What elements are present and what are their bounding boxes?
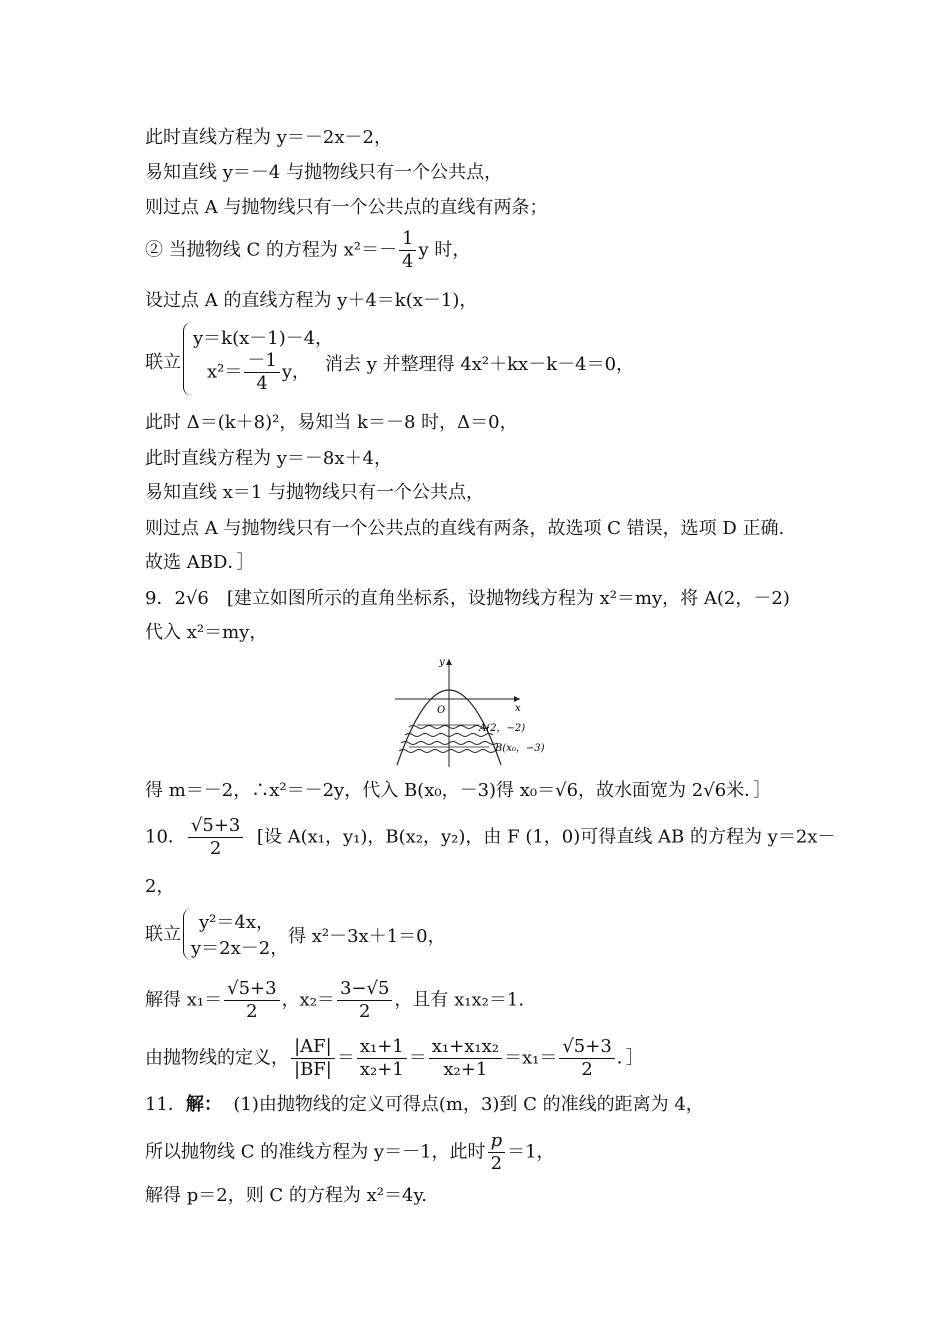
text-segment: (1)由抛物线的定义可得点(m，3)到 C 的准线的距离为 4，	[233, 1094, 704, 1115]
fraction-numerator: －1	[244, 350, 279, 373]
text-segment: ＝x₁＝	[503, 1047, 558, 1069]
text-line: 代入 x²＝my，	[145, 622, 268, 643]
text-segment: ② 当抛物线 C 的方程为 x²＝－	[145, 239, 398, 261]
fraction-denominator: 4	[256, 373, 268, 394]
text-segment: y，	[281, 361, 310, 383]
fraction-denominator: 2	[490, 1153, 503, 1174]
origin-label: O	[437, 705, 446, 716]
fraction	[399, 228, 416, 273]
system-row: y＝k(x－1)－4，	[193, 328, 334, 349]
parabola-figure	[395, 655, 565, 767]
fraction-denominator: 2	[581, 1059, 593, 1080]
text-line: 易知直线 y＝－4 与抛物线只有一个公共点，	[145, 162, 503, 183]
point-a-label: A(2，−2)	[479, 723, 526, 734]
fraction-numerator: |AF|	[291, 1036, 335, 1059]
fraction	[188, 815, 243, 860]
text-line	[145, 228, 470, 273]
fraction-numerator: 1	[399, 228, 416, 251]
y-axis-label: y	[439, 657, 445, 668]
text-segment: ＝1，	[507, 1141, 555, 1163]
fraction-numerator: 3−√5	[337, 978, 392, 1001]
fraction	[224, 978, 279, 1023]
text-line	[145, 978, 524, 1023]
text-line: 设过点 A 的直线方程为 y＋4＝k(x－1)，	[145, 290, 478, 311]
x-axis-label: x	[515, 703, 521, 714]
text-segment: 解得 x₁＝	[145, 989, 223, 1011]
text-line: 易知直线 x＝1 与抛物线只有一个公共点，	[145, 482, 485, 503]
text-segment: 所以抛物线 C 的准线方程为 y＝－1，此时	[145, 1141, 486, 1163]
text-line: 消去 y 并整理得 4x²＋kx－k－4＝0，	[325, 354, 635, 375]
text-line	[145, 815, 835, 860]
text-line: 此时直线方程为 y＝－8x＋4，	[145, 448, 392, 469]
equation-system	[183, 322, 334, 398]
text-segment: ，x₂＝	[281, 989, 335, 1011]
text-segment: ，且有 x₁x₂＝1.	[394, 989, 525, 1011]
fraction-numerator: x₁+x₁x₂	[429, 1036, 502, 1059]
text-line: 则过点 A 与抛物线只有一个公共点的直线有两条，故选项 C 错误，选项 D 正确.	[145, 518, 785, 539]
point-b-label: B(x₀，−3)	[495, 743, 545, 754]
text-segment: ．］	[616, 1047, 644, 1069]
text-line: 解得 p＝2，则 C 的方程为 x²＝4y.	[145, 1185, 427, 1206]
y-axis-arrow	[446, 659, 452, 665]
text-line: 得 m＝－2，∴x²＝－2y，代入 B(x₀，－3)得 x₀＝√6，故水面宽为 2√6米．］	[145, 780, 772, 801]
text-segment: 10．	[145, 826, 186, 848]
fraction	[244, 350, 279, 395]
fraction-numerator: √5+3	[559, 1036, 614, 1059]
fraction-denominator: 2	[246, 1001, 258, 1022]
system-row: y＝2x－2，	[191, 938, 289, 959]
text-line: 9．2√6 [建立如图所示的直角坐标系，设抛物线方程为 x²＝my，将 A(2，－2)	[145, 588, 790, 609]
brace	[183, 322, 192, 396]
fraction-numerator: p	[488, 1130, 506, 1153]
system-label: 联立	[145, 924, 181, 945]
text-line: 此时直线方程为 y＝－2x－2，	[145, 127, 392, 148]
fraction	[559, 1036, 614, 1081]
equals-sign: ＝	[408, 1047, 427, 1069]
fraction-denominator: |BF|	[294, 1059, 332, 1080]
fraction-denominator: 2	[209, 838, 222, 859]
fraction	[291, 1036, 335, 1081]
system-label: 联立	[145, 352, 181, 373]
fraction-denominator: x₂+1	[359, 1059, 404, 1080]
fraction-numerator: x₁+1	[357, 1036, 407, 1059]
fraction-numerator: √5+3	[188, 815, 243, 838]
text-segment: y 时，	[418, 239, 471, 261]
text-line	[145, 1130, 555, 1175]
fraction-denominator: x₂+1	[443, 1059, 488, 1080]
x-axis-arrow	[514, 696, 520, 702]
text-line: 此时 Δ＝(k＋8)²，易知当 k＝－8 时，Δ＝0，	[145, 412, 518, 433]
system-row	[207, 350, 310, 395]
equals-sign: ＝	[336, 1047, 355, 1069]
fraction-numerator: √5+3	[224, 978, 279, 1001]
fraction	[429, 1036, 502, 1081]
text-line: 得 x²－3x＋1＝0，	[288, 926, 446, 947]
system-row: y²＝4x，	[199, 912, 274, 933]
text-line: 2，	[145, 876, 175, 897]
equation-system	[183, 908, 293, 962]
fraction	[488, 1130, 506, 1175]
text-line: 故选 ABD．］	[145, 552, 255, 573]
fraction-denominator: 2	[358, 1001, 371, 1022]
text-segment: [设 A(x₁，y₁)，B(x₂，y₂)，由 F (1，0)可得直线 AB 的方程为 y＝2x－	[256, 826, 836, 848]
solution-label: 解：	[185, 1094, 222, 1115]
text-line	[145, 1092, 704, 1118]
text-line: 则过点 A 与抛物线只有一个公共点的直线有两条；	[145, 197, 548, 218]
text-line	[145, 1036, 644, 1081]
fraction	[357, 1036, 407, 1081]
fraction	[337, 978, 392, 1023]
text-segment: x²＝	[207, 361, 243, 383]
fraction-denominator: 4	[402, 251, 414, 272]
text-segment: 由抛物线的定义，	[145, 1047, 289, 1069]
problem-number: 11．	[145, 1094, 186, 1115]
